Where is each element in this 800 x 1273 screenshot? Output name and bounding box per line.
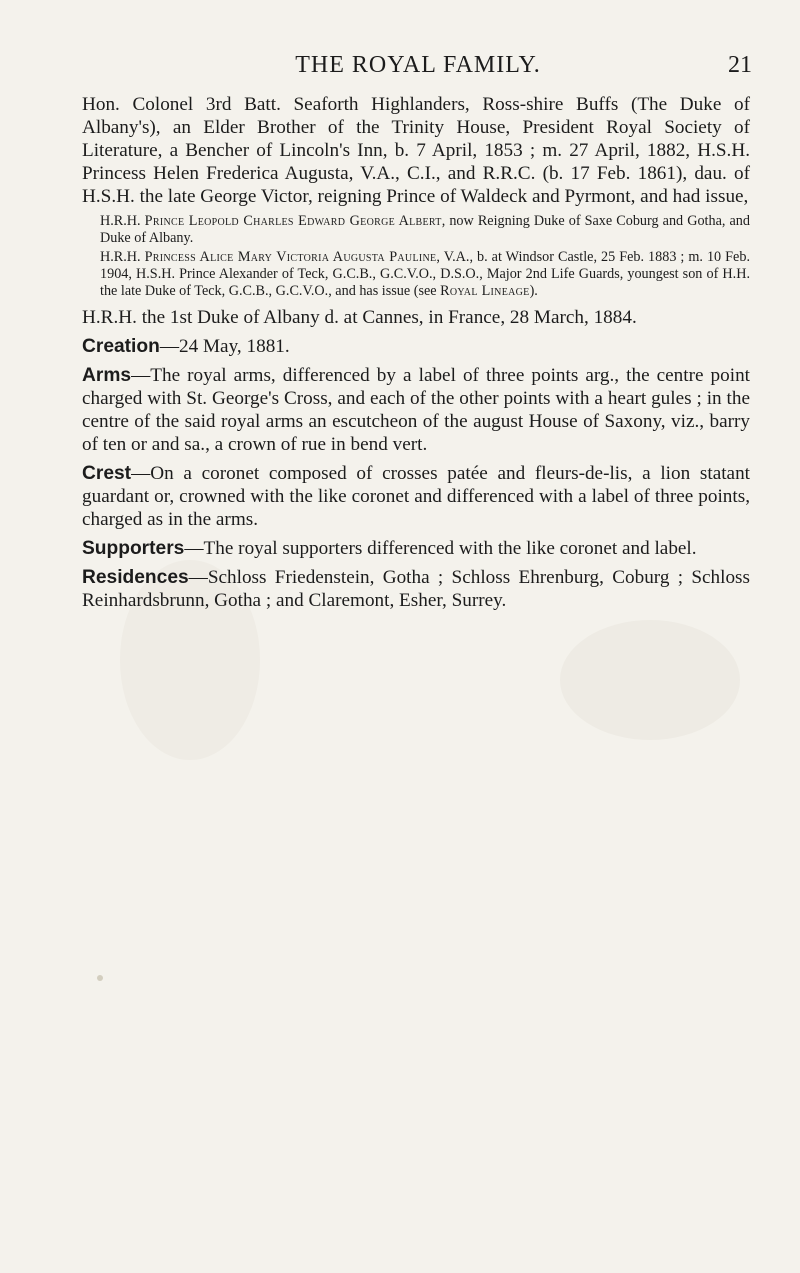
issue-entry: [100, 249, 750, 300]
section-label: Supporters: [82, 538, 185, 559]
page-title: THE ROYAL FAMILY.: [295, 52, 541, 78]
issue-text: , V.A., b. at Windsor Castle, 25 Feb. 1883 ; m. 10 Feb. 1904, H.S.H. Prince Alexander of Teck, G.C.B., G.C.V.O., D.S.O., Major 2nd Life Guards, youngest son of H.H. the late Duke of Teck, G.C.B., G.C.V.O., and has issue (see: [100, 249, 750, 299]
arms-paragraph: [82, 364, 750, 456]
section-label: Arms: [82, 365, 132, 386]
residences-paragraph: [82, 566, 750, 612]
issue-entry: [100, 213, 750, 247]
paper-stain: [560, 620, 740, 740]
body-text: [82, 93, 750, 612]
issue-prefix: H.R.H.: [100, 213, 145, 229]
issue-reference: Royal Lineage: [440, 283, 530, 299]
running-head: [84, 52, 752, 82]
section-label: Crest: [82, 463, 132, 484]
section-text: —The royal arms, differenced by a label of three points arg., the centre point charged with St. George's Cross, and each of the other points with a heart gules ; in the centre of the said royal arms an escutcheon of the august House of Saxony, viz., barry of ten or and sa., a crown of rue in bend vert.: [82, 365, 750, 455]
issue-name: Princess Alice Mary Victoria Augusta Pauline: [144, 249, 437, 265]
issue-prefix: H.R.H.: [100, 249, 145, 265]
section-label: Creation: [82, 336, 160, 357]
intro-paragraph: Hon. Colonel 3rd Batt. Seaforth Highlanders, Ross-shire Buffs (The Duke of Albany's), an Elder Brother of the Trinity House, President Royal Society of Literature, a Bencher of Lincoln's Inn, b. 7 April, 1853 ; m. 27 April, 1882, H.S.H. Princess Helen Frederica Augusta, V.A., C.I., and R.R.C. (b. 17 Feb. 1861), dau. of H.S.H. the late George Victor, reigning Prince of Waldeck and Pyrmont, and had issue,: [82, 94, 750, 207]
section-label: Residences: [82, 567, 189, 588]
section-text: —24 May, 1881.: [159, 336, 290, 357]
issue-suffix: ).: [529, 283, 538, 299]
page-number: 21: [728, 52, 752, 78]
paper-speck: [97, 975, 103, 981]
supporters-paragraph: [82, 537, 750, 560]
section-text: —On a coronet composed of crosses patée and fleurs-de-lis, a lion statant guardant or, crowned with the like coronet and differenced with a label of three points, charged as in the arms.: [82, 463, 750, 530]
issue-name: Prince Leopold Charles Edward George Albert: [144, 213, 442, 229]
issue-text: , now Reigning Duke of Saxe Coburg and Gotha, and Duke of Albany.: [100, 213, 750, 246]
death-paragraph: H.R.H. the 1st Duke of Albany d. at Cannes, in France, 28 March, 1884.: [82, 307, 637, 328]
crest-paragraph: [82, 462, 750, 531]
creation-paragraph: [82, 335, 750, 358]
section-text: —Schloss Friedenstein, Gotha ; Schloss Ehrenburg, Coburg ; Schloss Reinhardsbrunn, Gotha ; and Claremont, Esher, Surrey.: [82, 567, 750, 611]
section-text: —The royal supporters differenced with the like coronet and label.: [184, 538, 697, 559]
